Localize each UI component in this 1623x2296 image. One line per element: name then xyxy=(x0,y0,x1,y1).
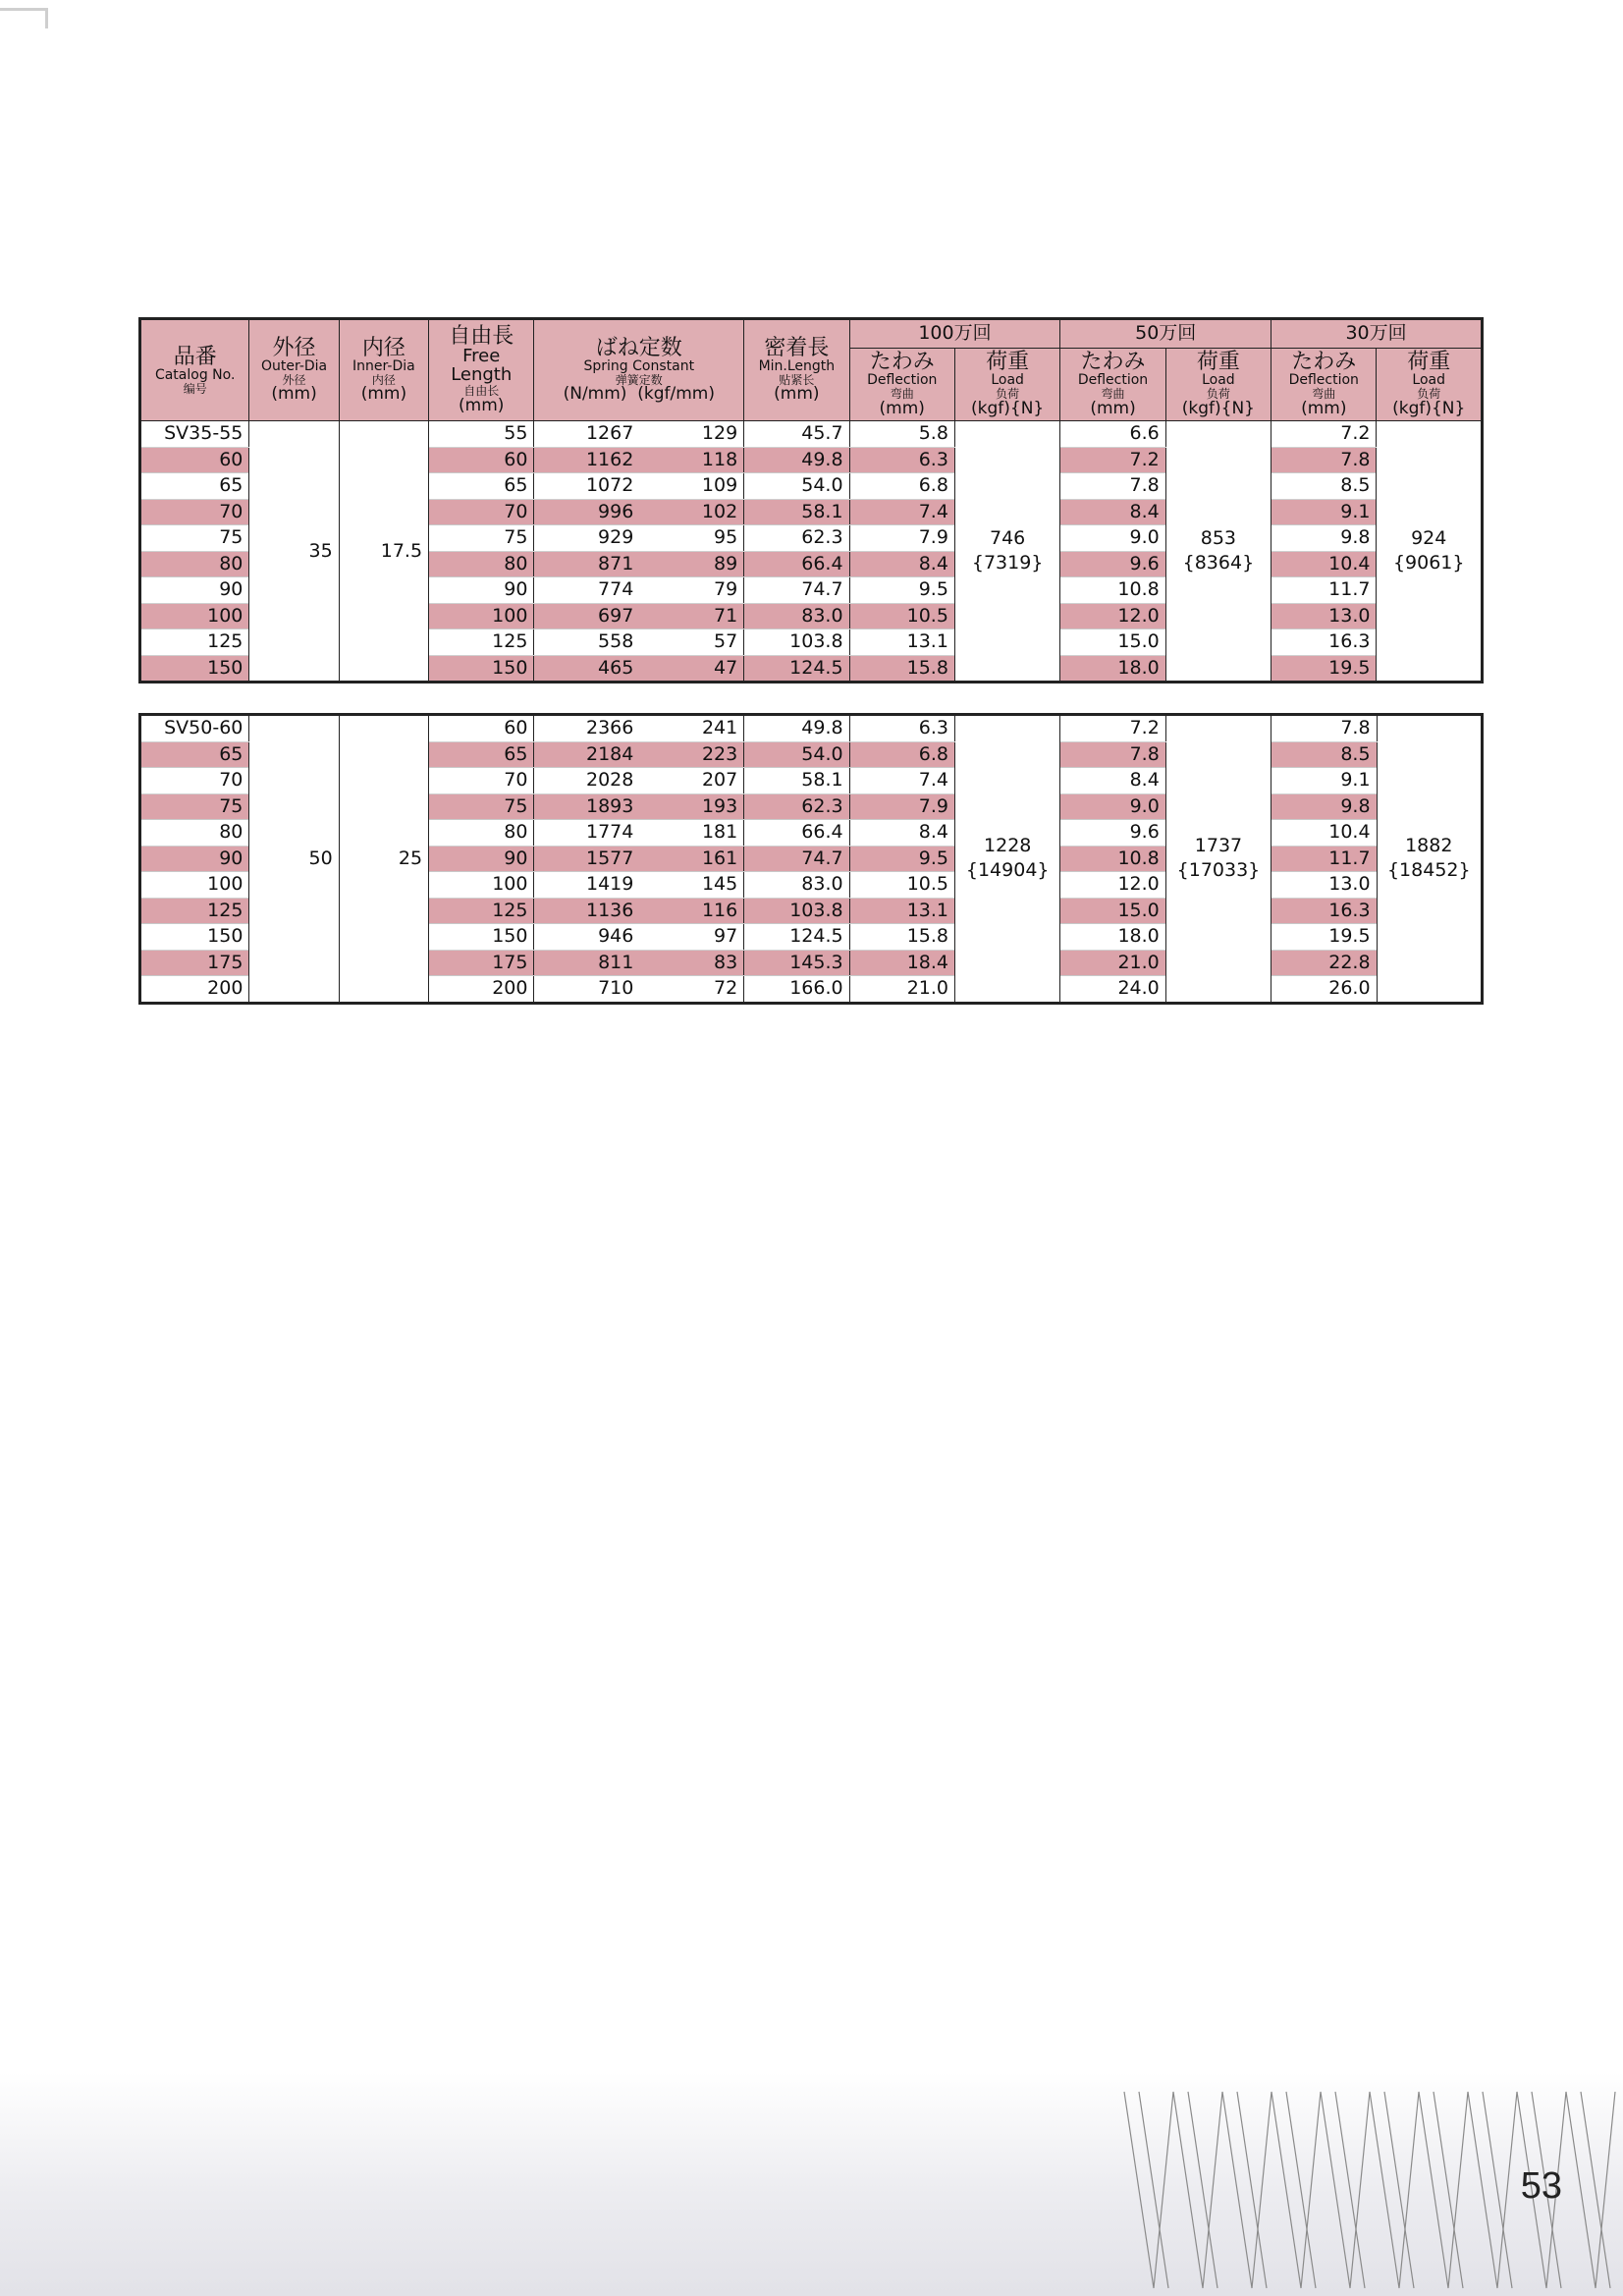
outer-dia-cell: 35 xyxy=(249,421,339,683)
free-length-cell: 150 xyxy=(429,924,534,951)
deflection-50-cell: 15.0 xyxy=(1060,898,1165,924)
catalog-no-cell: 100 xyxy=(140,603,249,629)
deflection-30-cell: 13.0 xyxy=(1271,872,1377,899)
min-length-cell: 103.8 xyxy=(744,629,849,656)
spring-constant-kgf-cell: 116 xyxy=(639,898,743,924)
catalog-no-cell: SV35-55 xyxy=(140,421,249,448)
deflection-50-cell: 12.0 xyxy=(1060,603,1165,629)
deflection-header: たわみ Deflection 弯曲 (mm) xyxy=(849,349,954,421)
catalog-no-cell: 75 xyxy=(140,525,249,552)
cycles-100-header: 100万回 xyxy=(849,319,1060,349)
deflection-30-cell: 8.5 xyxy=(1271,473,1377,500)
spring-constant-kgf-cell: 129 xyxy=(639,421,743,448)
deflection-50-cell: 7.8 xyxy=(1060,741,1165,768)
spring-constant-n-cell: 2028 xyxy=(534,768,639,794)
deflection-100-cell: 7.9 xyxy=(849,793,954,820)
spring-constant-kgf-cell: 79 xyxy=(639,577,743,604)
spring-constant-kgf-cell: 97 xyxy=(639,924,743,951)
free-length-cell: 150 xyxy=(429,655,534,683)
spring-constant-kgf-cell: 223 xyxy=(639,741,743,768)
outer-dia-header: 外径 Outer-Dia 外径 (mm) xyxy=(249,319,339,421)
catalog-no-cell: 70 xyxy=(140,499,249,525)
free-length-cell: 80 xyxy=(429,820,534,847)
deflection-50-cell: 10.8 xyxy=(1060,846,1165,872)
load-30-cell: 924 {9061} xyxy=(1377,421,1483,683)
free-length-cell: 125 xyxy=(429,898,534,924)
spring-constant-n-cell: 996 xyxy=(534,499,639,525)
deflection-100-cell: 8.4 xyxy=(849,820,954,847)
deflection-30-cell: 19.5 xyxy=(1271,655,1377,683)
catalog-no-cell: 65 xyxy=(140,473,249,500)
deflection-100-cell: 9.5 xyxy=(849,846,954,872)
min-length-cell: 124.5 xyxy=(744,655,849,683)
deflection-100-cell: 6.8 xyxy=(849,473,954,500)
min-length-cell: 49.8 xyxy=(744,447,849,473)
deflection-50-cell: 9.0 xyxy=(1060,525,1165,552)
spring-constant-n-cell: 697 xyxy=(534,603,639,629)
deflection-100-cell: 13.1 xyxy=(849,898,954,924)
spring-constant-header: ばね定数 Spring Constant 弹簧定数 (N/mm) (kgf/mm) xyxy=(534,319,744,421)
spring-constant-kgf-cell: 241 xyxy=(639,715,743,742)
spring-constant-kgf-cell: 71 xyxy=(639,603,743,629)
load-100-cell: 1228 {14904} xyxy=(955,715,1060,1004)
min-length-cell: 74.7 xyxy=(744,577,849,604)
deflection-100-cell: 5.8 xyxy=(849,421,954,448)
min-length-cell: 124.5 xyxy=(744,924,849,951)
catalog-no-cell: 100 xyxy=(140,872,249,899)
spring-constant-kgf-cell: 89 xyxy=(639,551,743,577)
deflection-30-cell: 10.4 xyxy=(1271,551,1377,577)
min-length-cell: 83.0 xyxy=(744,872,849,899)
spring-constant-n-cell: 2366 xyxy=(534,715,639,742)
inner-dia-cell: 25 xyxy=(339,715,428,1004)
free-length-cell: 60 xyxy=(429,447,534,473)
load-50-cell: 853 {8364} xyxy=(1165,421,1271,683)
deflection-50-cell: 9.6 xyxy=(1060,820,1165,847)
spring-constant-n-cell: 774 xyxy=(534,577,639,604)
spring-constant-n-cell: 2184 xyxy=(534,741,639,768)
scan-corner-mark xyxy=(0,8,48,28)
free-length-cell: 65 xyxy=(429,741,534,768)
spring-constant-kgf-cell: 57 xyxy=(639,629,743,656)
deflection-50-cell: 15.0 xyxy=(1060,629,1165,656)
free-length-cell: 70 xyxy=(429,768,534,794)
table-row xyxy=(140,715,1483,742)
spring-constant-n-cell: 465 xyxy=(534,655,639,683)
catalog-no-cell: 125 xyxy=(140,898,249,924)
catalog-no-cell: 65 xyxy=(140,741,249,768)
free-length-cell: 60 xyxy=(429,715,534,742)
deflection-50-cell: 18.0 xyxy=(1060,655,1165,683)
deflection-50-cell: 24.0 xyxy=(1060,976,1165,1004)
min-length-cell: 74.7 xyxy=(744,846,849,872)
deflection-100-cell: 10.5 xyxy=(849,872,954,899)
spring-constant-n-cell: 710 xyxy=(534,976,639,1004)
inner-dia-header: 内径 Inner-Dia 内径 (mm) xyxy=(339,319,428,421)
deflection-50-cell: 9.6 xyxy=(1060,551,1165,577)
deflection-30-cell: 9.1 xyxy=(1271,499,1377,525)
free-length-cell: 75 xyxy=(429,793,534,820)
catalog-no-cell: 150 xyxy=(140,924,249,951)
spring-constant-n-cell: 1577 xyxy=(534,846,639,872)
min-length-cell: 62.3 xyxy=(744,793,849,820)
table-row xyxy=(140,421,1483,448)
spec-table-sv50 xyxy=(138,713,1484,1005)
spring-constant-kgf-cell: 95 xyxy=(639,525,743,552)
spring-constant-n-cell: 1072 xyxy=(534,473,639,500)
catalog-no-cell: 60 xyxy=(140,447,249,473)
page-number: 53 xyxy=(1520,2165,1562,2207)
min-length-cell: 62.3 xyxy=(744,525,849,552)
spring-constant-kgf-cell: 161 xyxy=(639,846,743,872)
deflection-30-cell: 13.0 xyxy=(1271,603,1377,629)
deflection-100-cell: 6.3 xyxy=(849,715,954,742)
cycles-30-header: 30万回 xyxy=(1271,319,1483,349)
deflection-50-cell: 9.0 xyxy=(1060,793,1165,820)
spring-constant-kgf-cell: 72 xyxy=(639,976,743,1004)
spring-constant-n-cell: 871 xyxy=(534,551,639,577)
min-length-cell: 58.1 xyxy=(744,768,849,794)
min-length-cell: 45.7 xyxy=(744,421,849,448)
min-length-cell: 49.8 xyxy=(744,715,849,742)
outer-dia-cell: 50 xyxy=(249,715,339,1004)
free-length-cell: 90 xyxy=(429,577,534,604)
deflection-30-cell: 9.8 xyxy=(1271,793,1377,820)
table-header xyxy=(140,319,1483,421)
min-length-cell: 166.0 xyxy=(744,976,849,1004)
load-header: 荷重 Load 负荷 (kgf){N} xyxy=(954,349,1059,421)
deflection-30-cell: 26.0 xyxy=(1271,976,1377,1004)
deflection-100-cell: 7.4 xyxy=(849,768,954,794)
deflection-50-cell: 10.8 xyxy=(1060,577,1165,604)
deflection-50-cell: 6.6 xyxy=(1060,421,1165,448)
spec-table-sv35 xyxy=(138,317,1484,683)
spring-constant-kgf-cell: 102 xyxy=(639,499,743,525)
free-length-cell: 90 xyxy=(429,846,534,872)
deflection-30-cell: 7.8 xyxy=(1271,447,1377,473)
load-100-cell: 746 {7319} xyxy=(954,421,1059,683)
deflection-100-cell: 7.9 xyxy=(849,525,954,552)
free-length-cell: 80 xyxy=(429,551,534,577)
deflection-50-cell: 7.8 xyxy=(1060,473,1165,500)
deflection-50-cell: 7.2 xyxy=(1060,447,1165,473)
deflection-30-cell: 9.1 xyxy=(1271,768,1377,794)
spring-constant-n-cell: 946 xyxy=(534,924,639,951)
load-header: 荷重 Load 负荷 (kgf){N} xyxy=(1377,349,1483,421)
min-length-cell: 83.0 xyxy=(744,603,849,629)
spring-constant-kgf-cell: 193 xyxy=(639,793,743,820)
free-length-cell: 70 xyxy=(429,499,534,525)
catalog-no-cell: 70 xyxy=(140,768,249,794)
deflection-50-cell: 8.4 xyxy=(1060,499,1165,525)
deflection-30-cell: 9.8 xyxy=(1271,525,1377,552)
spring-constant-n-cell: 929 xyxy=(534,525,639,552)
deflection-100-cell: 6.3 xyxy=(849,447,954,473)
deflection-100-cell: 21.0 xyxy=(849,976,954,1004)
spring-constant-kgf-cell: 109 xyxy=(639,473,743,500)
catalog-no-cell: 80 xyxy=(140,820,249,847)
deflection-100-cell: 10.5 xyxy=(849,603,954,629)
deflection-30-cell: 10.4 xyxy=(1271,820,1377,847)
deflection-30-cell: 16.3 xyxy=(1271,629,1377,656)
free-length-cell: 75 xyxy=(429,525,534,552)
catalog-no-cell: 150 xyxy=(140,655,249,683)
min-length-cell: 54.0 xyxy=(744,473,849,500)
spring-constant-n-cell: 1136 xyxy=(534,898,639,924)
inner-dia-cell: 17.5 xyxy=(339,421,428,683)
load-header: 荷重 Load 负荷 (kgf){N} xyxy=(1165,349,1271,421)
free-length-cell: 175 xyxy=(429,950,534,976)
deflection-30-cell: 11.7 xyxy=(1271,577,1377,604)
catalog-no-cell: 175 xyxy=(140,950,249,976)
deflection-100-cell: 15.8 xyxy=(849,924,954,951)
deflection-50-cell: 7.2 xyxy=(1060,715,1165,742)
deflection-30-cell: 7.8 xyxy=(1271,715,1377,742)
deflection-100-cell: 6.8 xyxy=(849,741,954,768)
catalog-no-cell: 80 xyxy=(140,551,249,577)
catalog-no-cell: SV50-60 xyxy=(140,715,249,742)
deflection-100-cell: 7.4 xyxy=(849,499,954,525)
spring-constant-n-cell: 811 xyxy=(534,950,639,976)
deflection-100-cell: 18.4 xyxy=(849,950,954,976)
deflection-50-cell: 18.0 xyxy=(1060,924,1165,951)
min-length-cell: 66.4 xyxy=(744,551,849,577)
catalog-no-header: 品番 Catalog No. 编号 xyxy=(140,319,249,421)
load-50-cell: 1737 {17033} xyxy=(1165,715,1271,1004)
table-body xyxy=(140,421,1483,683)
spring-constant-kgf-cell: 83 xyxy=(639,950,743,976)
spring-constant-n-cell: 1774 xyxy=(534,820,639,847)
min-length-cell: 58.1 xyxy=(744,499,849,525)
deflection-100-cell: 8.4 xyxy=(849,551,954,577)
deflection-50-cell: 12.0 xyxy=(1060,872,1165,899)
free-length-cell: 125 xyxy=(429,629,534,656)
deflection-30-cell: 16.3 xyxy=(1271,898,1377,924)
deflection-30-cell: 19.5 xyxy=(1271,924,1377,951)
table-body xyxy=(140,715,1483,1004)
min-length-cell: 103.8 xyxy=(744,898,849,924)
deflection-50-cell: 8.4 xyxy=(1060,768,1165,794)
load-30-cell: 1882 {18452} xyxy=(1377,715,1482,1004)
deflection-30-cell: 11.7 xyxy=(1271,846,1377,872)
spring-constant-n-cell: 1893 xyxy=(534,793,639,820)
spring-constant-kgf-cell: 207 xyxy=(639,768,743,794)
free-length-header: 自由長 Free Length 自由长 (mm) xyxy=(429,319,534,421)
spring-constant-n-cell: 1162 xyxy=(534,447,639,473)
deflection-30-cell: 8.5 xyxy=(1271,741,1377,768)
catalog-no-cell: 200 xyxy=(140,976,249,1004)
deflection-header: たわみ Deflection 弯曲 (mm) xyxy=(1271,349,1377,421)
min-length-cell: 66.4 xyxy=(744,820,849,847)
deflection-30-cell: 7.2 xyxy=(1271,421,1377,448)
deflection-30-cell: 22.8 xyxy=(1271,950,1377,976)
spring-constant-kgf-cell: 181 xyxy=(639,820,743,847)
min-length-cell: 54.0 xyxy=(744,741,849,768)
free-length-cell: 55 xyxy=(429,421,534,448)
cycles-50-header: 50万回 xyxy=(1060,319,1271,349)
min-length-header: 密着長 Min.Length 贴紧长 (mm) xyxy=(744,319,849,421)
catalog-no-cell: 125 xyxy=(140,629,249,656)
catalog-no-cell: 75 xyxy=(140,793,249,820)
deflection-100-cell: 15.8 xyxy=(849,655,954,683)
deflection-100-cell: 13.1 xyxy=(849,629,954,656)
deflection-50-cell: 21.0 xyxy=(1060,950,1165,976)
min-length-cell: 145.3 xyxy=(744,950,849,976)
catalog-no-cell: 90 xyxy=(140,846,249,872)
spring-constant-n-cell: 558 xyxy=(534,629,639,656)
catalog-no-cell: 90 xyxy=(140,577,249,604)
spring-constant-n-cell: 1419 xyxy=(534,872,639,899)
spring-constant-kgf-cell: 145 xyxy=(639,872,743,899)
deflection-100-cell: 9.5 xyxy=(849,577,954,604)
spring-constant-kgf-cell: 118 xyxy=(639,447,743,473)
spring-constant-kgf-cell: 47 xyxy=(639,655,743,683)
free-length-cell: 65 xyxy=(429,473,534,500)
free-length-cell: 100 xyxy=(429,872,534,899)
free-length-cell: 100 xyxy=(429,603,534,629)
deflection-header: たわみ Deflection 弯曲 (mm) xyxy=(1060,349,1165,421)
free-length-cell: 200 xyxy=(429,976,534,1004)
spring-constant-n-cell: 1267 xyxy=(534,421,639,448)
